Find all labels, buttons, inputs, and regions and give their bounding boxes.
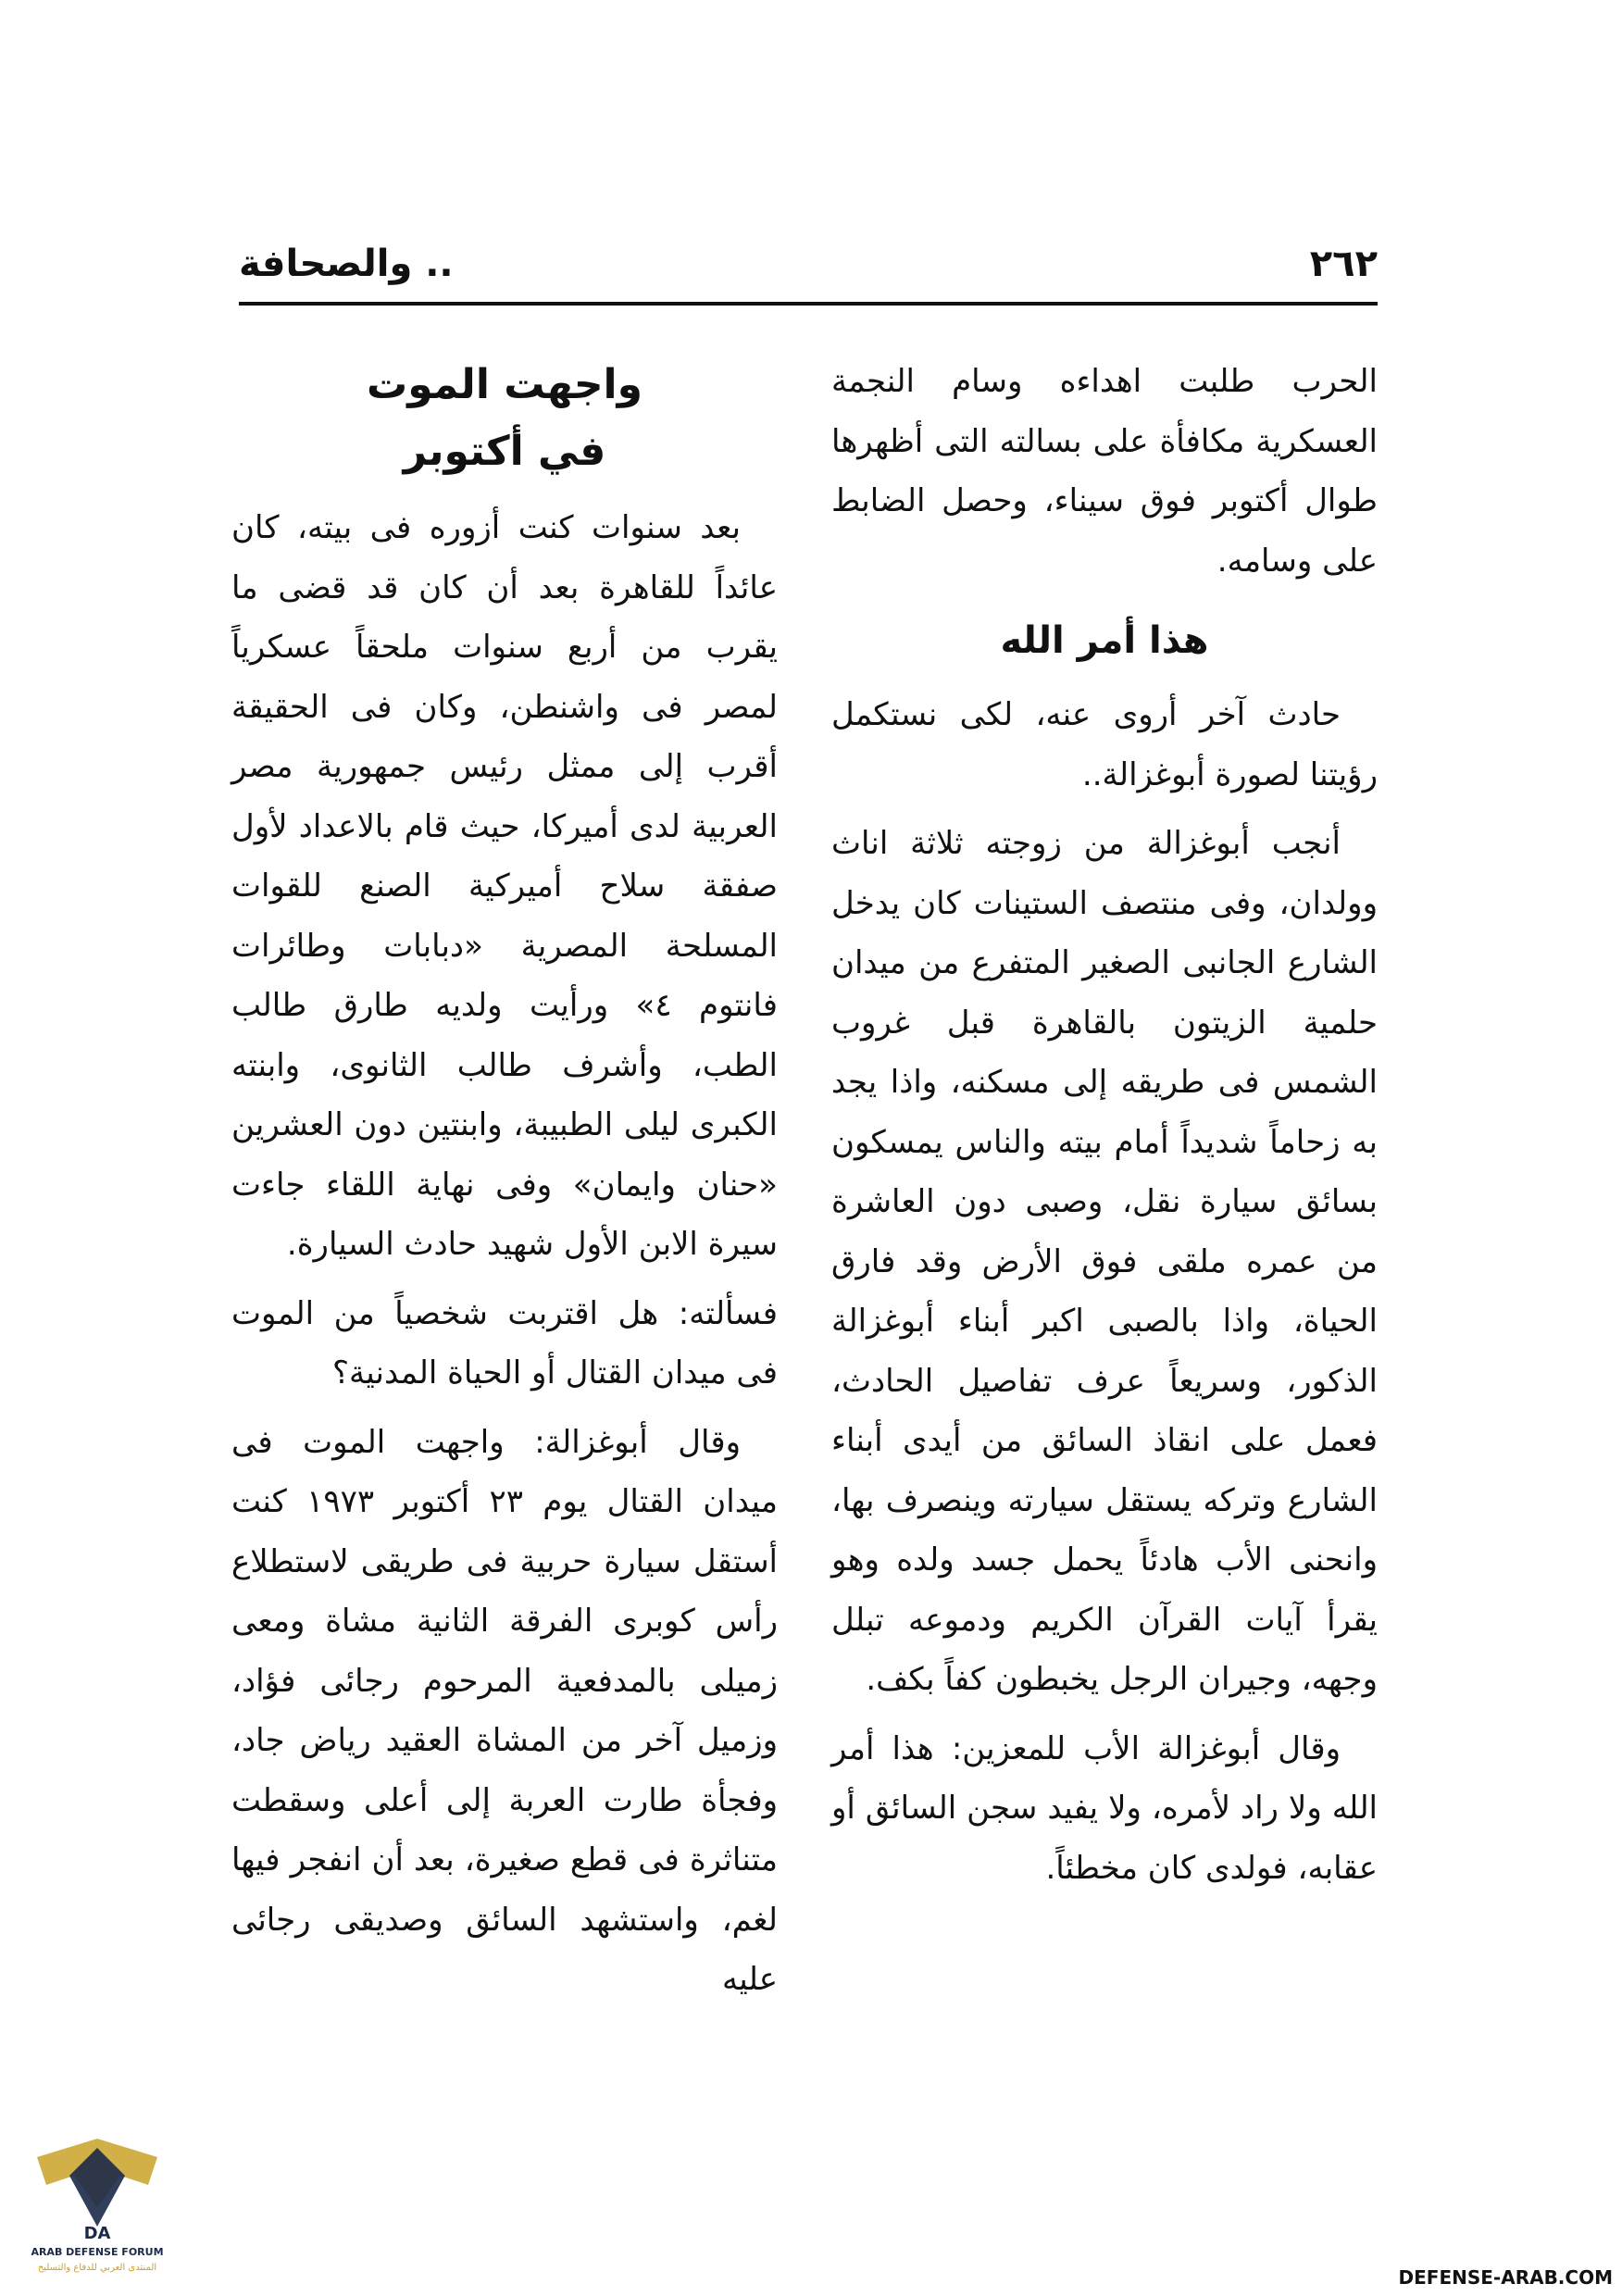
heading-line: في أكتوبر: [403, 428, 606, 475]
forum-logo: [19, 2120, 176, 2277]
heading-line: واجهت الموت: [367, 361, 643, 408]
paragraph: الحرب طلبت اهداءه وسام النجمة العسكرية مكافأة على بسالته التى أظهرها طوال أكتوبر فوق سيناء، وحصل الضابط على وسامه.: [831, 363, 1378, 580]
paragraph: أنجب أبوغزالة من زوجته ثلاثة اناث وولدان، وفى منتصف الستينات كان يدخل الشارع الجانبى الصغير المتفرع من ميدان حلمية الزيتون بالقاهرة قبل غروب الشمس فى طريقه إلى مسكنه، واذا يجد به زحاماً شديداً أمام بيته والناس يمسكون بسائق سيارة نقل، وصبى دون العاشرة من عمره ملقى فوق الأرض وقد فارق الحياة، واذا بالصبى اكبر أبناء أبوغزالة الذكور، وسريعاً عرف تفاصيل الحادث، فعمل على انقاذ السائق من أيدى أبناء الشارع وتركه يستقل سيارته وينصرف بها، وانحنى الأب هادئاً يحمل جسد ولده وهو يقرأ آيات القرآن الكريم ودموعه تبلل وجهه، وجيران الرجل يخبطون كفاً بكف.: [831, 825, 1378, 1698]
section-heading: هذا أمر الله: [1000, 619, 1209, 662]
svg-text:المنتدى العربي للدفاع والتسليح: المنتدى العربي للدفاع والتسليح: [37, 2263, 157, 2273]
paragraph: بعد سنوات كنت أزوره فى بيته، كان عائداً للقاهرة بعد أن كان قد قضى ما يقرب من أربع سنوات ملحقاً عسكرياً لمصر فى واشنطن، وكان فى الحقيقة أقرب إلى ممثل رئيس جمهورية مصر العربية لدى أميركا، حيث قام بالاعداد لأول صفقة سلاح أميركية الصنع للقوات المسلحة المصرية «دبابات وطائرات فانتوم ٤» ورأيت ولديه طارق طالب الطب، وأشرف طالب الثانوى، وابنته الكبرى ليلى الطبيبة، وابنتين دون العشرين «حنان وايمان» وفى نهاية اللقاء جاءت سيرة الابن الأول شهيد حادث السيارة.: [231, 509, 778, 1263]
page-header: [239, 243, 1378, 304]
page-number: ٢٦٢: [1309, 243, 1378, 285]
header-rule: [239, 302, 1378, 306]
running-title: .. والصحافة: [239, 243, 454, 285]
paragraph: وقال أبوغزالة الأب للمعزين: هذا أمر الله ولا راد لأمره، ولا يفيد سجن السائق أو عقابه، فولدى كان مخطئاً.: [831, 1729, 1378, 1887]
svg-text:ARAB DEFENSE FORUM: ARAB DEFENSE FORUM: [31, 2246, 164, 2258]
watermark-site: DEFENSE-ARAB.COM: [1398, 2266, 1613, 2289]
forum-logo-icon: [19, 2120, 176, 2277]
right-column: [831, 352, 1378, 1907]
section-heading: [231, 352, 778, 485]
paragraph: وقال أبوغزالة: واجهت الموت فى ميدان القتال يوم ٢٣ أكتوبر ١٩٧٣ كنت أستقل سيارة حربية فى طريقى لاستطلاع رأس كوبرى الفرقة الثانية مشاة ومعى زميلى بالمدفعية المرحوم رجائى فؤاد، وزميل آخر من المشاة العقيد رياض جاد، وفجأة طارت العربة إلى أعلى وسقطت متناثرة فى قطع صغيرة، بعد أن انفجر فيها لغم، واستشهد السائق وصديقى رجائى عليه: [231, 1423, 779, 1998]
paragraph: فسألته: هل اقتربت شخصياً من الموت فى ميدان القتال أو الحياة المدنية؟: [231, 1294, 778, 1391]
svg-text:DA: DA: [83, 2224, 111, 2243]
left-column: [231, 352, 778, 2019]
paragraph: حادث آخر أروى عنه، لكى نستكمل رؤيتنا لصورة أبوغزالة..: [831, 696, 1378, 793]
